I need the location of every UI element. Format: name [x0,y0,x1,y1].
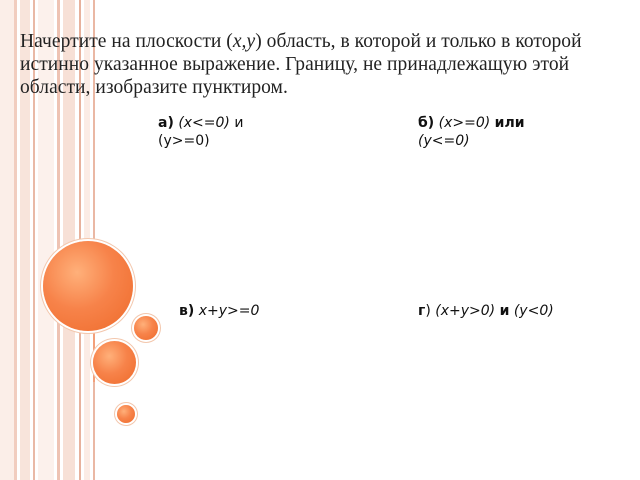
task-g-paren: ) [425,303,431,319]
stripe [14,0,17,480]
task-g [418,302,628,320]
task-b-label: б) [418,115,435,131]
task-v-expr1: x+y>=0 [198,303,260,319]
task-b-expr2: (y<=0) [418,133,470,149]
task-a-expr2: (y>=0) [158,133,210,149]
task-a-conjunction: и [234,115,244,131]
tiny-circle-decoration [117,405,135,423]
task-a-label: а) [158,115,174,131]
task-v [179,302,359,320]
heading-text-2: ) область, в которой и только в которой истинно указанное выражение. Границу, не принадлежащую этой области, изобразите пунктиром. [20,31,582,98]
small-circle-decoration [134,316,158,340]
task-g-expr1: (x+y>0) [435,303,496,319]
task-b-conjunction: или [494,115,525,131]
task-g-conjunction: и [499,303,510,319]
heading-text-1: Начертите на плоскости ( [20,31,233,52]
task-g-expr2: (y<0) [513,303,554,319]
task-a-expr1: (x<=0) [178,115,230,131]
task-b [418,114,618,150]
task-a [158,114,308,150]
task-g-label: г [418,303,426,319]
heading-variables: x,y [232,31,256,52]
task-v-label: в) [179,303,195,319]
task-heading [20,30,635,99]
task-b-expr1: (x>=0) [438,115,491,131]
medium-circle-decoration [93,341,136,384]
large-circle-decoration [43,241,133,331]
stripe [0,0,14,480]
